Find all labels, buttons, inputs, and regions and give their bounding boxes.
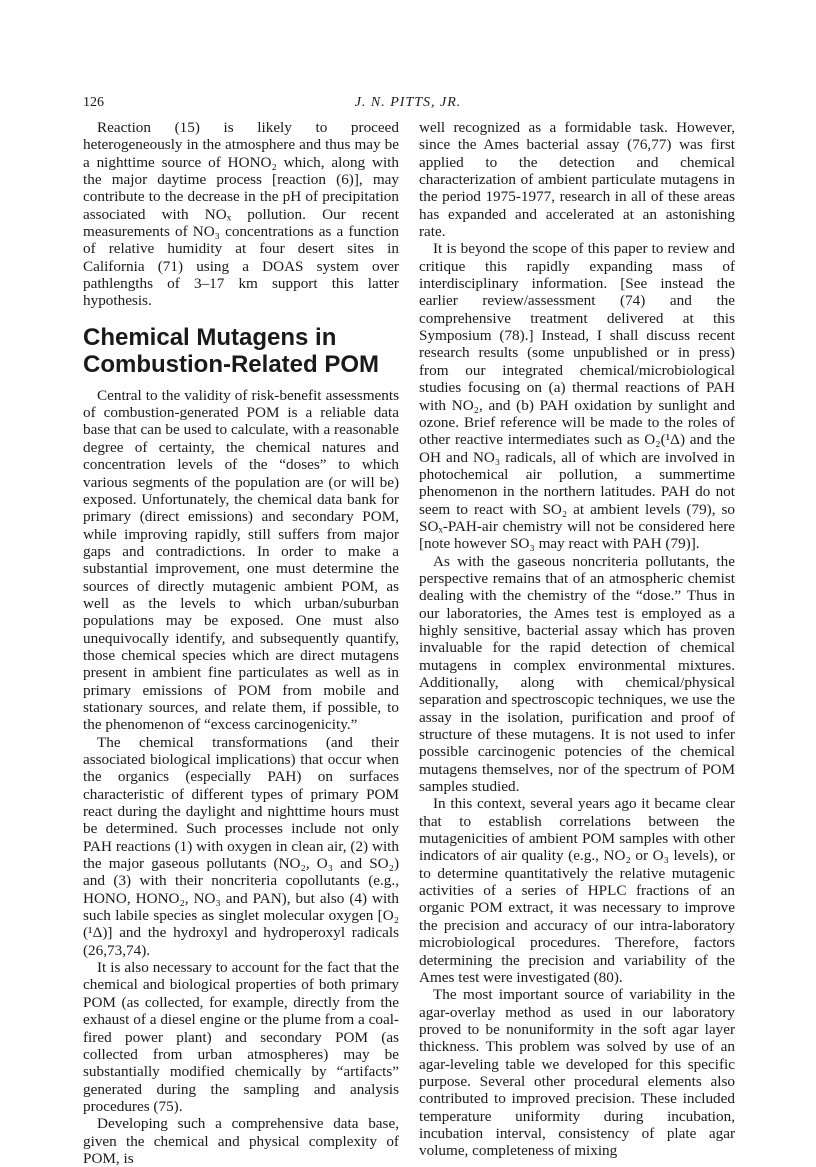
right-column xyxy=(419,119,735,1160)
paragraph: Reaction (15) is likely to proceed heterogeneously in the atmosphere and thus may be a nighttime source of HONO₂ which, along with the major daytime process [reaction (6)], may contribute to the decrease in the pH of precipitation associated with NOₓ pollution. Our recent measurements of NO₃ concentrations as a function of relative humidity at four desert sites in California (71) using a DOAS system over pathlengths of 3–17 km support this latter hypothesis. xyxy=(83,119,399,310)
paragraph: The most important source of variability in the agar-overlay method as used in our laboratory proved to be nonuniformity in the soft agar layer thickness. This problem was solved by use of an agar-leveling table we developed for this specific purpose. Several other procedural elements also contributed to improved precision. These included temperature uniformity during incubation, incubation interval, consistency of plate agar volume, completeness of mixing xyxy=(419,986,735,1160)
paragraph: As with the gaseous noncriteria pollutants, the perspective remains that of an atmospheric chemist dealing with the chemistry of the “dose.” Thus in our laboratories, the Ames test is employed as a highly sensitive, bacterial assay which has proven invaluable for the rapid detection of chemical mutagens in complex environmental mixtures. Additionally, along with chemical/physical separation and spectroscopic techniques, we use the assay in the isolation, purification and proof of structure of these mutagens. It is not used to infer possible carcinogenic potencies of the chemical mutagens themselves, nor of the spectrum of POM samples studied. xyxy=(419,552,735,796)
running-head: J. N. PITTS, JR. xyxy=(354,95,462,110)
paragraph: It is also necessary to account for the fact that the chemical and biological properties of both primary POM (as collected, for example, directly from the exhaust of a diesel engine or the plume from a coal-fired power plant) and secondary POM (as collected from urban atmospheres) may be substantially modified chemically by “artifacts” generated during the sampling and analysis procedures (75). xyxy=(83,959,399,1115)
left-column xyxy=(83,119,399,1167)
paragraph: Central to the validity of risk-benefit assessments of combustion-generated POM is a reliable data base that can be used to calculate, with a reasonable degree of certainty, the chemical natures and concentration levels of the “doses” to which various segments of the population are (or will be) exposed. Unfortunately, the chemical data bank for primary (direct emissions) and secondary POM, while improving rapidly, still suffers from major gaps and contradictions. In order to make a substantial improvement, one must determine the sources of directly mutagenic ambient POM, as well as the levels to which urban/suburban populations may be exposed. One must also unequivocally identify, and subsequently quantify, those chemical species which are direct mutagens present in ambient fine particulates as well as in primary emissions of POM from mobile and stationary sources, and relate them, if possible, to the phenomenon of “excess carcinogenicity.” xyxy=(83,386,399,734)
paragraph: well recognized as a formidable task. However, since the Ames bacterial assay (76,77) was first applied to the detection and chemical characterization of ambient particulate mutagens in the period 1975-1977, research in all of these areas has expanded and accelerated at an astonishing rate. xyxy=(419,119,735,241)
paragraph: Developing such a comprehensive data base, given the chemical and physical complexity of POM, is xyxy=(83,1115,399,1167)
paragraph: In this context, several years ago it became clear that to establish correlations between the mutagenicities of ambient POM samples with other indicators of air quality (e.g., NO₂ or O₃ levels), or to determine quantitatively the relative mutagenic activities of a series of HPLC fractions of an organic POM extract, it was necessary to improve the precision and accuracy of our intra-laboratory microbiological procedures. Therefore, factors determining the precision and variability of the Ames test were investigated (80). xyxy=(419,795,735,986)
section-heading: Chemical Mutagens in Combustion-Related POM xyxy=(83,323,380,378)
paragraph: The chemical transformations (and their associated biological implications) that occur when the organics (especially PAH) on surfaces characteristic of different types of primary POM react during the daylight and nighttime hours must be determined. Such processes include not only PAH reactions (1) with oxygen in clean air, (2) with the major gaseous pollutants (NO₂, O₃ and SO₂) and (3) with their noncriteria copollutants (e.g., HONO, HONO₂, NO₃ and PAN), but also (4) with such labile species as singlet molecular oxygen [O₂ (¹Δ)] and the hydroxyl and hydroperoxyl radicals (26,73,74). xyxy=(83,733,399,959)
page-number: 126 xyxy=(83,95,104,110)
paragraph: It is beyond the scope of this paper to review and critique this rapidly expanding mass of interdisciplinary information. [See instead the earlier review/assessment (74) and the comprehensive treatment delivered at this Symposium (78).] Instead, I shall discuss recent research results (some unpublished or in press) from our integrated chemical/microbiological studies focusing on (a) thermal reactions of PAH with NO₂, and (b) PAH oxidation by sunlight and ozone. Brief reference will be made to the roles of other reactive intermediates such as O₂(¹Δ) and the OH and NO₃ radicals, all of which are involved in photochemical air pollution, a summertime phenomenon in the northern latitudes. PAH do not seem to react with SO₂ at ambient levels (79), so SOₓ-PAH-air chemistry will not be considered here [note however SO₃ may react with PAH (79)]. xyxy=(419,240,735,553)
